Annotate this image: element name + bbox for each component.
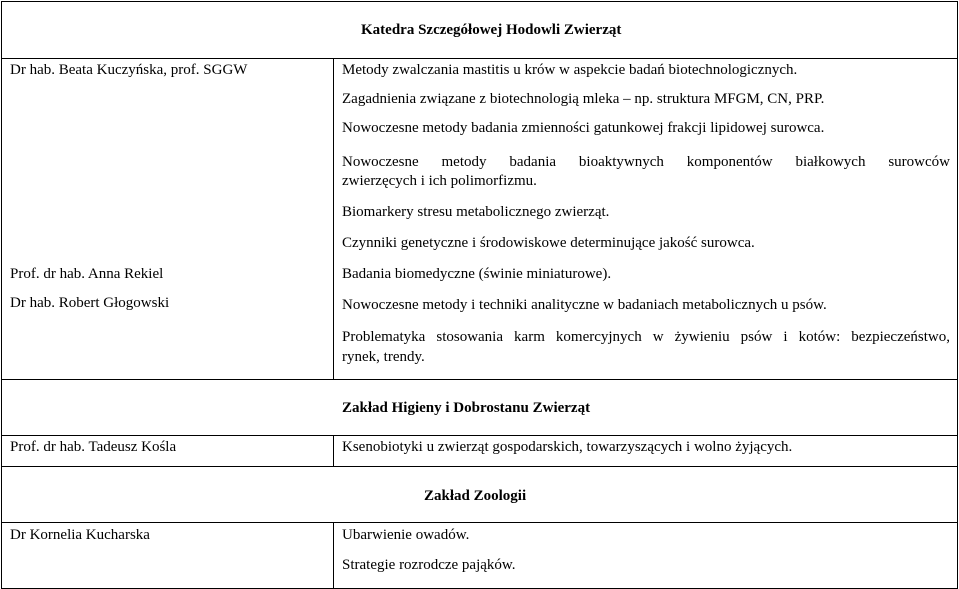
research-topic: Nowoczesne metody badania bioaktywnych komponentów białkowych surowców [342, 154, 950, 170]
column-divider [333, 58, 334, 380]
research-topic: Metody zwalczania mastitis u krów w aspekcie badań biotechnologicznych. [342, 62, 798, 78]
research-topic: Nowoczesne metody badania zmienności gatunkowej frakcji lipidowej surowca. [342, 120, 825, 136]
table-border-top [1, 1, 958, 2]
person-name: Prof. dr hab. Anna Rekiel [10, 266, 164, 282]
section-title: Zakład Zoologii [424, 488, 527, 504]
research-topic: Nowoczesne metody i techniki analityczne w badaniach metabolicznych u psów. [342, 297, 827, 313]
research-topic: Badania biomedyczne (świnie miniaturowe). [342, 266, 612, 282]
row-divider [1, 522, 958, 523]
research-topic: Problematyka stosowania karm komercyjnych w żywieniu psów i kotów: bezpieczeństwo, [342, 329, 950, 345]
person-name: Prof. dr hab. Tadeusz Kośla [10, 439, 177, 455]
section-title: Katedra Szczegółowej Hodowli Zwierząt [361, 22, 622, 38]
row-divider [1, 435, 958, 436]
research-topic-continued: rynek, trendy. [342, 349, 425, 365]
research-topic: Strategie rozrodcze pająków. [342, 557, 516, 573]
person-name: Dr hab. Robert Głogowski [10, 295, 170, 311]
table-border-right [957, 1, 958, 589]
row-divider [1, 466, 958, 467]
person-name: Dr Kornelia Kucharska [10, 527, 150, 543]
research-topic: Ksenobiotyki u zwierząt gospodarskich, towarzyszących i wolno żyjących. [342, 439, 793, 455]
research-topic-continued: zwierzęcych i ich polimorfizmu. [342, 173, 537, 189]
person-name: Dr hab. Beata Kuczyńska, prof. SGGW [10, 62, 248, 78]
row-divider [1, 58, 958, 59]
research-topic: Zagadnienia związane z biotechnologią mleka – np. struktura MFGM, CN, PRP. [342, 91, 825, 107]
row-divider [1, 379, 958, 380]
column-divider [333, 435, 334, 467]
research-topic: Ubarwienie owadów. [342, 527, 470, 543]
table-border-left [1, 1, 2, 589]
research-topic: Czynniki genetyczne i środowiskowe determinujące jakość surowca. [342, 235, 755, 251]
section-title: Zakład Higieny i Dobrostanu Zwierząt [342, 400, 591, 416]
column-divider [333, 522, 334, 589]
research-topic: Biomarkery stresu metabolicznego zwierząt. [342, 204, 610, 220]
